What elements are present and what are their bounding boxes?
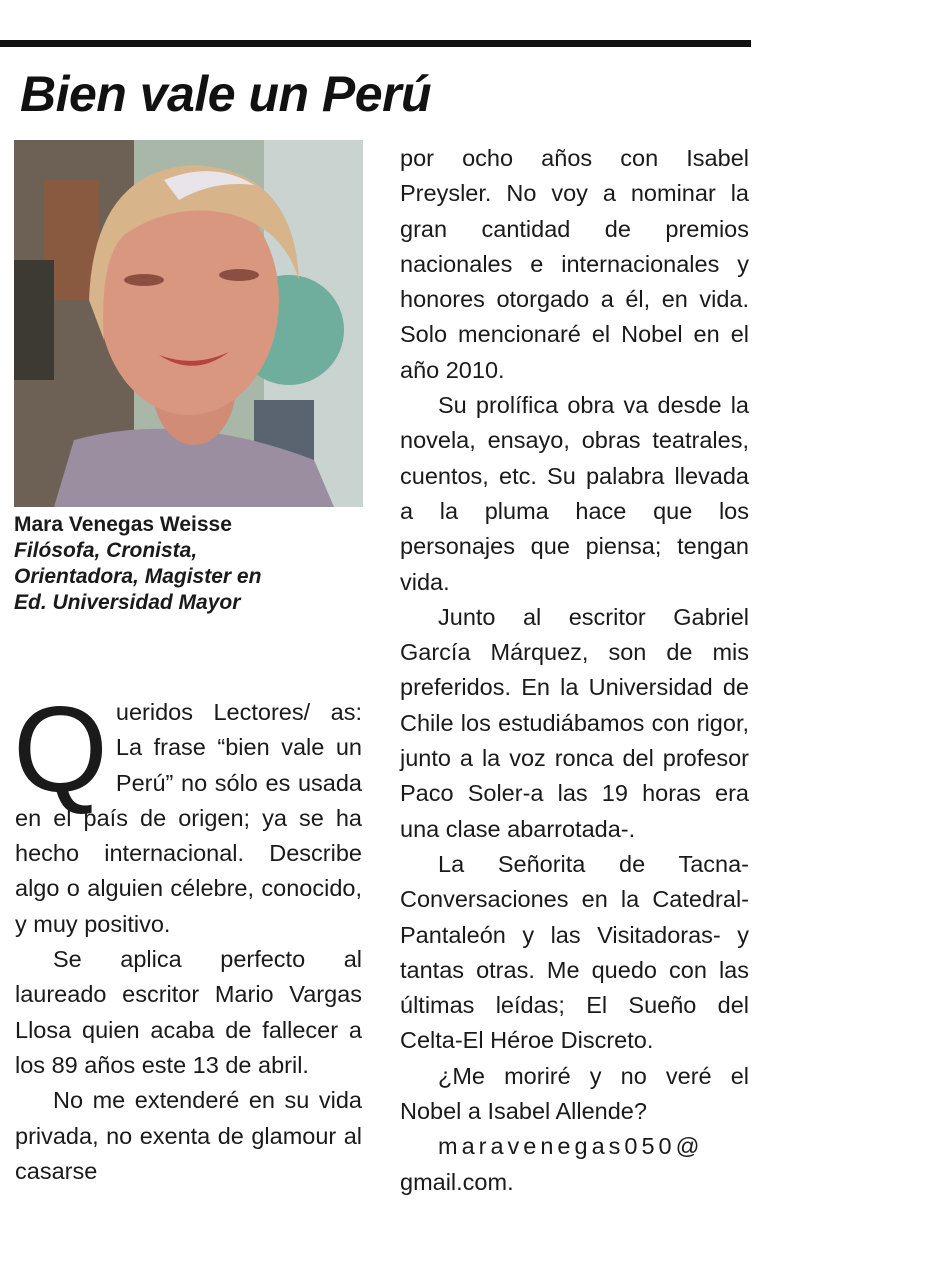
- author-email-user[interactable]: maravenegas050@: [438, 1133, 704, 1160]
- paragraph-6: Junto al escritor Gabriel García Márquez, son de mis preferidos. En la Universidad de Chile los estudiábamos con rigor, junto a la voz ronca del profesor Paco Soler-a las 19 horas era una clase abarrotada-.: [400, 603, 749, 842]
- paragraph-3: No me extenderé en su vida privada, no exenta de glamour al casarse: [15, 1087, 362, 1184]
- author-byline: [14, 512, 374, 616]
- paragraph-1-text: ueridos Lectores/ as: La frase “bien vale un Perú” no sólo es usada en el país de origen; ya se ha hecho internacional. Describe algo o alguien célebre, conocido, y muy positivo.: [15, 699, 362, 937]
- drop-cap: Q: [13, 681, 108, 817]
- author-portrait-photo: [14, 140, 363, 507]
- paragraph-7: La Señorita de Tacna-Conversaciones en la Catedral-Pantaleón y las Visitadoras- y tantas otras. Me quedo con las últimas leídas; El Sueño del Celta-El Héroe Discreto.: [400, 850, 749, 1054]
- paragraph-5: Su prolífica obra va desde la novela, ensayo, obras teatrales, cuentos, etc. Su palabra llevada a la pluma hace que los personajes que piensa; tengan vida.: [400, 392, 749, 595]
- paragraph-2: Se aplica perfecto al laureado escritor Mario Vargas Llosa quien acaba de fallecer a los 89 años este 13 de abril.: [15, 946, 362, 1078]
- author-email-domain[interactable]: gmail.com.: [400, 1168, 514, 1195]
- article-column-left: [13, 681, 362, 1189]
- paragraph-1: [13, 681, 362, 942]
- headline: Bien vale un Perú: [20, 66, 432, 122]
- author-role-1: Filósofa, Cronista,: [14, 539, 198, 562]
- author-photo: [14, 140, 363, 507]
- top-rule: [0, 40, 751, 47]
- author-role-3: Ed. Universidad Mayor: [14, 591, 241, 614]
- author-name: Mara Venegas Weisse: [14, 513, 232, 536]
- paragraph-4: por ocho años con Isabel Preysler. No voy a nominar la gran cantidad de premios nacionales e internacionales y honores otorgado a él, en vida. Solo mencionaré el Nobel en el año 2010.: [400, 145, 749, 383]
- author-role-2: Orientadora, Magister en: [14, 565, 262, 588]
- paragraph-8: ¿Me moriré y no veré el Nobel a Isabel Allende?: [400, 1062, 749, 1125]
- article-column-right: [400, 141, 749, 1200]
